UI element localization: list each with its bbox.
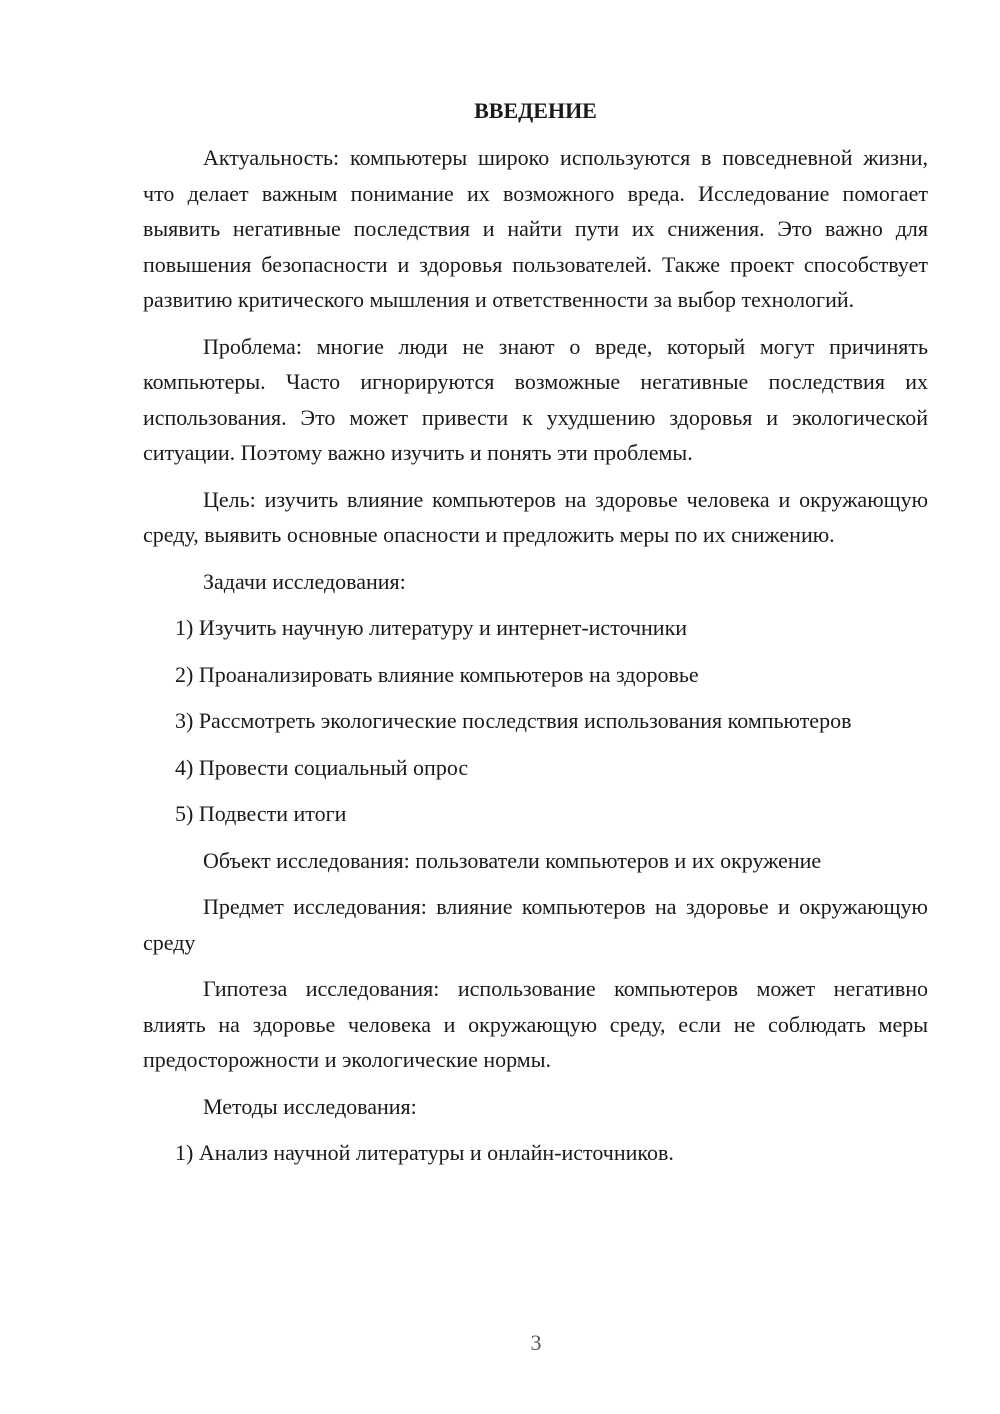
- problem-paragraph: Проблема: многие люди не знают о вреде, который могут причинять компьютеры. Часто игнорируются возможные негативные последствия их использования. Это может привести к ухудшению здоровья и экологической ситуации. Поэтому важно изучить и понять эти проблемы.: [143, 333, 928, 465]
- task-item-1: 1) Изучить научную литературу и интернет-источники: [175, 615, 688, 640]
- task-item-5: 5) Подвести итоги: [175, 801, 347, 826]
- hypothesis-paragraph: Гипотеза исследования: использование компьютеров может негативно влиять на здоровье человека и окружающую среду, если не соблюдать меры предосторожности и экологические нормы.: [143, 976, 928, 1072]
- methods-heading: Методы исследования:: [203, 1093, 417, 1119]
- task-item-3: 3) Рассмотреть экологические последствия использования компьютеров: [175, 708, 852, 733]
- object-paragraph: Объект исследования: пользователи компьютеров и их окружение: [203, 847, 822, 873]
- relevance-paragraph: Актуальность: компьютеры широко используются в повседневной жизни, что делает важным понимание их возможного вреда. Исследование помогает выявить негативные последствия и найти пути их снижения. Это важно для повышения безопасности и здоровья пользователей. Также проект способствует развитию критического мышления и ответственности за выбор технологий.: [143, 145, 928, 312]
- subject-paragraph: Предмет исследования: влияние компьютеров на здоровье и окружающую среду: [143, 894, 928, 955]
- document-page: [143, 96, 928, 1182]
- page-number: 3: [530, 1330, 542, 1355]
- goal-paragraph: Цель: изучить влияние компьютеров на здоровье человека и окружающую среду, выявить основные опасности и предложить меры по их снижению.: [143, 486, 928, 547]
- task-item-2: 2) Проанализировать влияние компьютеров на здоровье: [175, 661, 699, 687]
- section-title: ВВЕДЕНИЕ: [474, 98, 597, 123]
- method-item-1: 1) Анализ научной литературы и онлайн-источников.: [175, 1140, 674, 1165]
- task-item-4: 4) Провести социальный опрос: [175, 754, 469, 780]
- tasks-heading: Задачи исследования:: [203, 568, 406, 594]
